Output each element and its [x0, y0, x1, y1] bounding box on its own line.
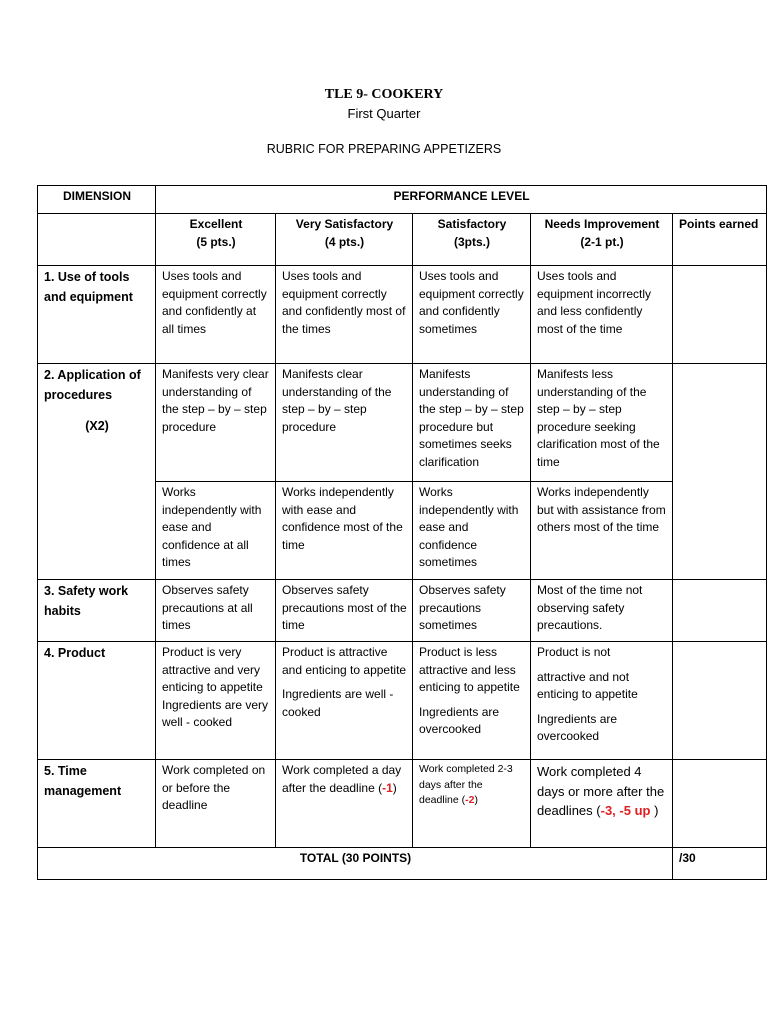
dimension-cell: 2. Application of procedures (X2) — [38, 364, 156, 580]
deduction-label: -2 — [465, 794, 475, 806]
total-label: TOTAL (30 POINTS) — [38, 848, 673, 880]
table-row — [38, 580, 767, 642]
rubric-cell: Work completed on or before the deadline — [156, 760, 276, 848]
points-cell — [673, 580, 767, 642]
deduction-label: -3, -5 up — [600, 803, 651, 818]
rubric-cell: Product is not attractive and not enticing to appetite Ingredients are overcooked — [531, 642, 673, 760]
rubric-cell: Work completed 2-3 days after the deadline (-2) — [413, 760, 531, 848]
rubric-cell: Observes safety precautions at all times — [156, 580, 276, 642]
level-needs-improvement: Needs Improvement (2-1 pt.) — [531, 214, 673, 266]
rubric-cell: Most of the time not observing safety precautions. — [531, 580, 673, 642]
rubric-cell: Product is attractive and enticing to appetite Ingredients are well - cooked — [276, 642, 413, 760]
points-cell — [673, 760, 767, 848]
document-subtitle: First Quarter — [347, 106, 421, 121]
rubric-cell: Uses tools and equipment correctly and confidently most of the times — [276, 266, 413, 364]
points-cell — [673, 364, 767, 580]
empty-cell — [38, 214, 156, 266]
rubric-cell: Works independently with ease and confidence most of the time — [276, 482, 413, 580]
dimension-cell: 5. Time management — [38, 760, 156, 848]
header-row — [38, 186, 767, 214]
rubric-heading: RUBRIC FOR PREPARING APPETIZERS — [266, 142, 502, 156]
rubric-cell: Product is less attractive and less enticing to appetite Ingredients are overcooked — [413, 642, 531, 760]
table-row — [38, 642, 767, 760]
multiplier-label: (X2) — [85, 419, 109, 433]
rubric-cell: Uses tools and equipment correctly and confidently at all times — [156, 266, 276, 364]
table-row — [38, 266, 767, 364]
rubric-cell: Work completed 4 days or more after the deadlines (-3, -5 up ) — [531, 760, 673, 848]
level-row — [38, 214, 767, 266]
table-row — [38, 760, 767, 848]
deduction-label: -1 — [382, 780, 393, 795]
table-row — [38, 364, 767, 482]
rubric-cell: Works independently with ease and confidence at all times — [156, 482, 276, 580]
dimension-cell: 4. Product — [38, 642, 156, 760]
rubric-cell: Manifests understanding of the step – by – step procedure but sometimes seeks clarification — [413, 364, 531, 482]
points-earned-header: Points earned — [673, 214, 767, 266]
rubric-cell: Uses tools and equipment correctly and confidently sometimes — [413, 266, 531, 364]
points-cell — [673, 642, 767, 760]
rubric-cell: Observes safety precautions sometimes — [413, 580, 531, 642]
dimension-header: DIMENSION — [38, 186, 156, 214]
rubric-table — [37, 185, 767, 880]
total-row — [38, 848, 767, 880]
rubric-cell: Observes safety precautions most of the time — [276, 580, 413, 642]
rubric-cell: Works independently with ease and confidence sometimes — [413, 482, 531, 580]
dimension-cell: 3. Safety work habits — [38, 580, 156, 642]
rubric-cell: Uses tools and equipment incorrectly and less confidently most of the time — [531, 266, 673, 364]
performance-level-header: PERFORMANCE LEVEL — [156, 186, 767, 214]
level-satisfactory: Satisfactory (3pts.) — [413, 214, 531, 266]
rubric-cell: Manifests clear understanding of the step – by – step procedure — [276, 364, 413, 482]
rubric-cell: Product is very attractive and very enticing to appetite Ingredients are very well - cooked — [156, 642, 276, 760]
rubric-cell: Manifests very clear understanding of the step – by – step procedure — [156, 364, 276, 482]
rubric-cell: Work completed a day after the deadline (-1) — [276, 760, 413, 848]
document-title: TLE 9- COOKERY — [324, 87, 444, 102]
dimension-cell: 1. Use of tools and equipment — [38, 266, 156, 364]
points-cell — [673, 266, 767, 364]
level-excellent: Excellent (5 pts.) — [156, 214, 276, 266]
rubric-cell: Works independently but with assistance from others most of the time — [531, 482, 673, 580]
total-value: /30 — [673, 848, 767, 880]
level-very-satisfactory: Very Satisfactory (4 pts.) — [276, 214, 413, 266]
rubric-cell: Manifests less understanding of the step – by – step procedure seeking clarification most of the time — [531, 364, 673, 482]
